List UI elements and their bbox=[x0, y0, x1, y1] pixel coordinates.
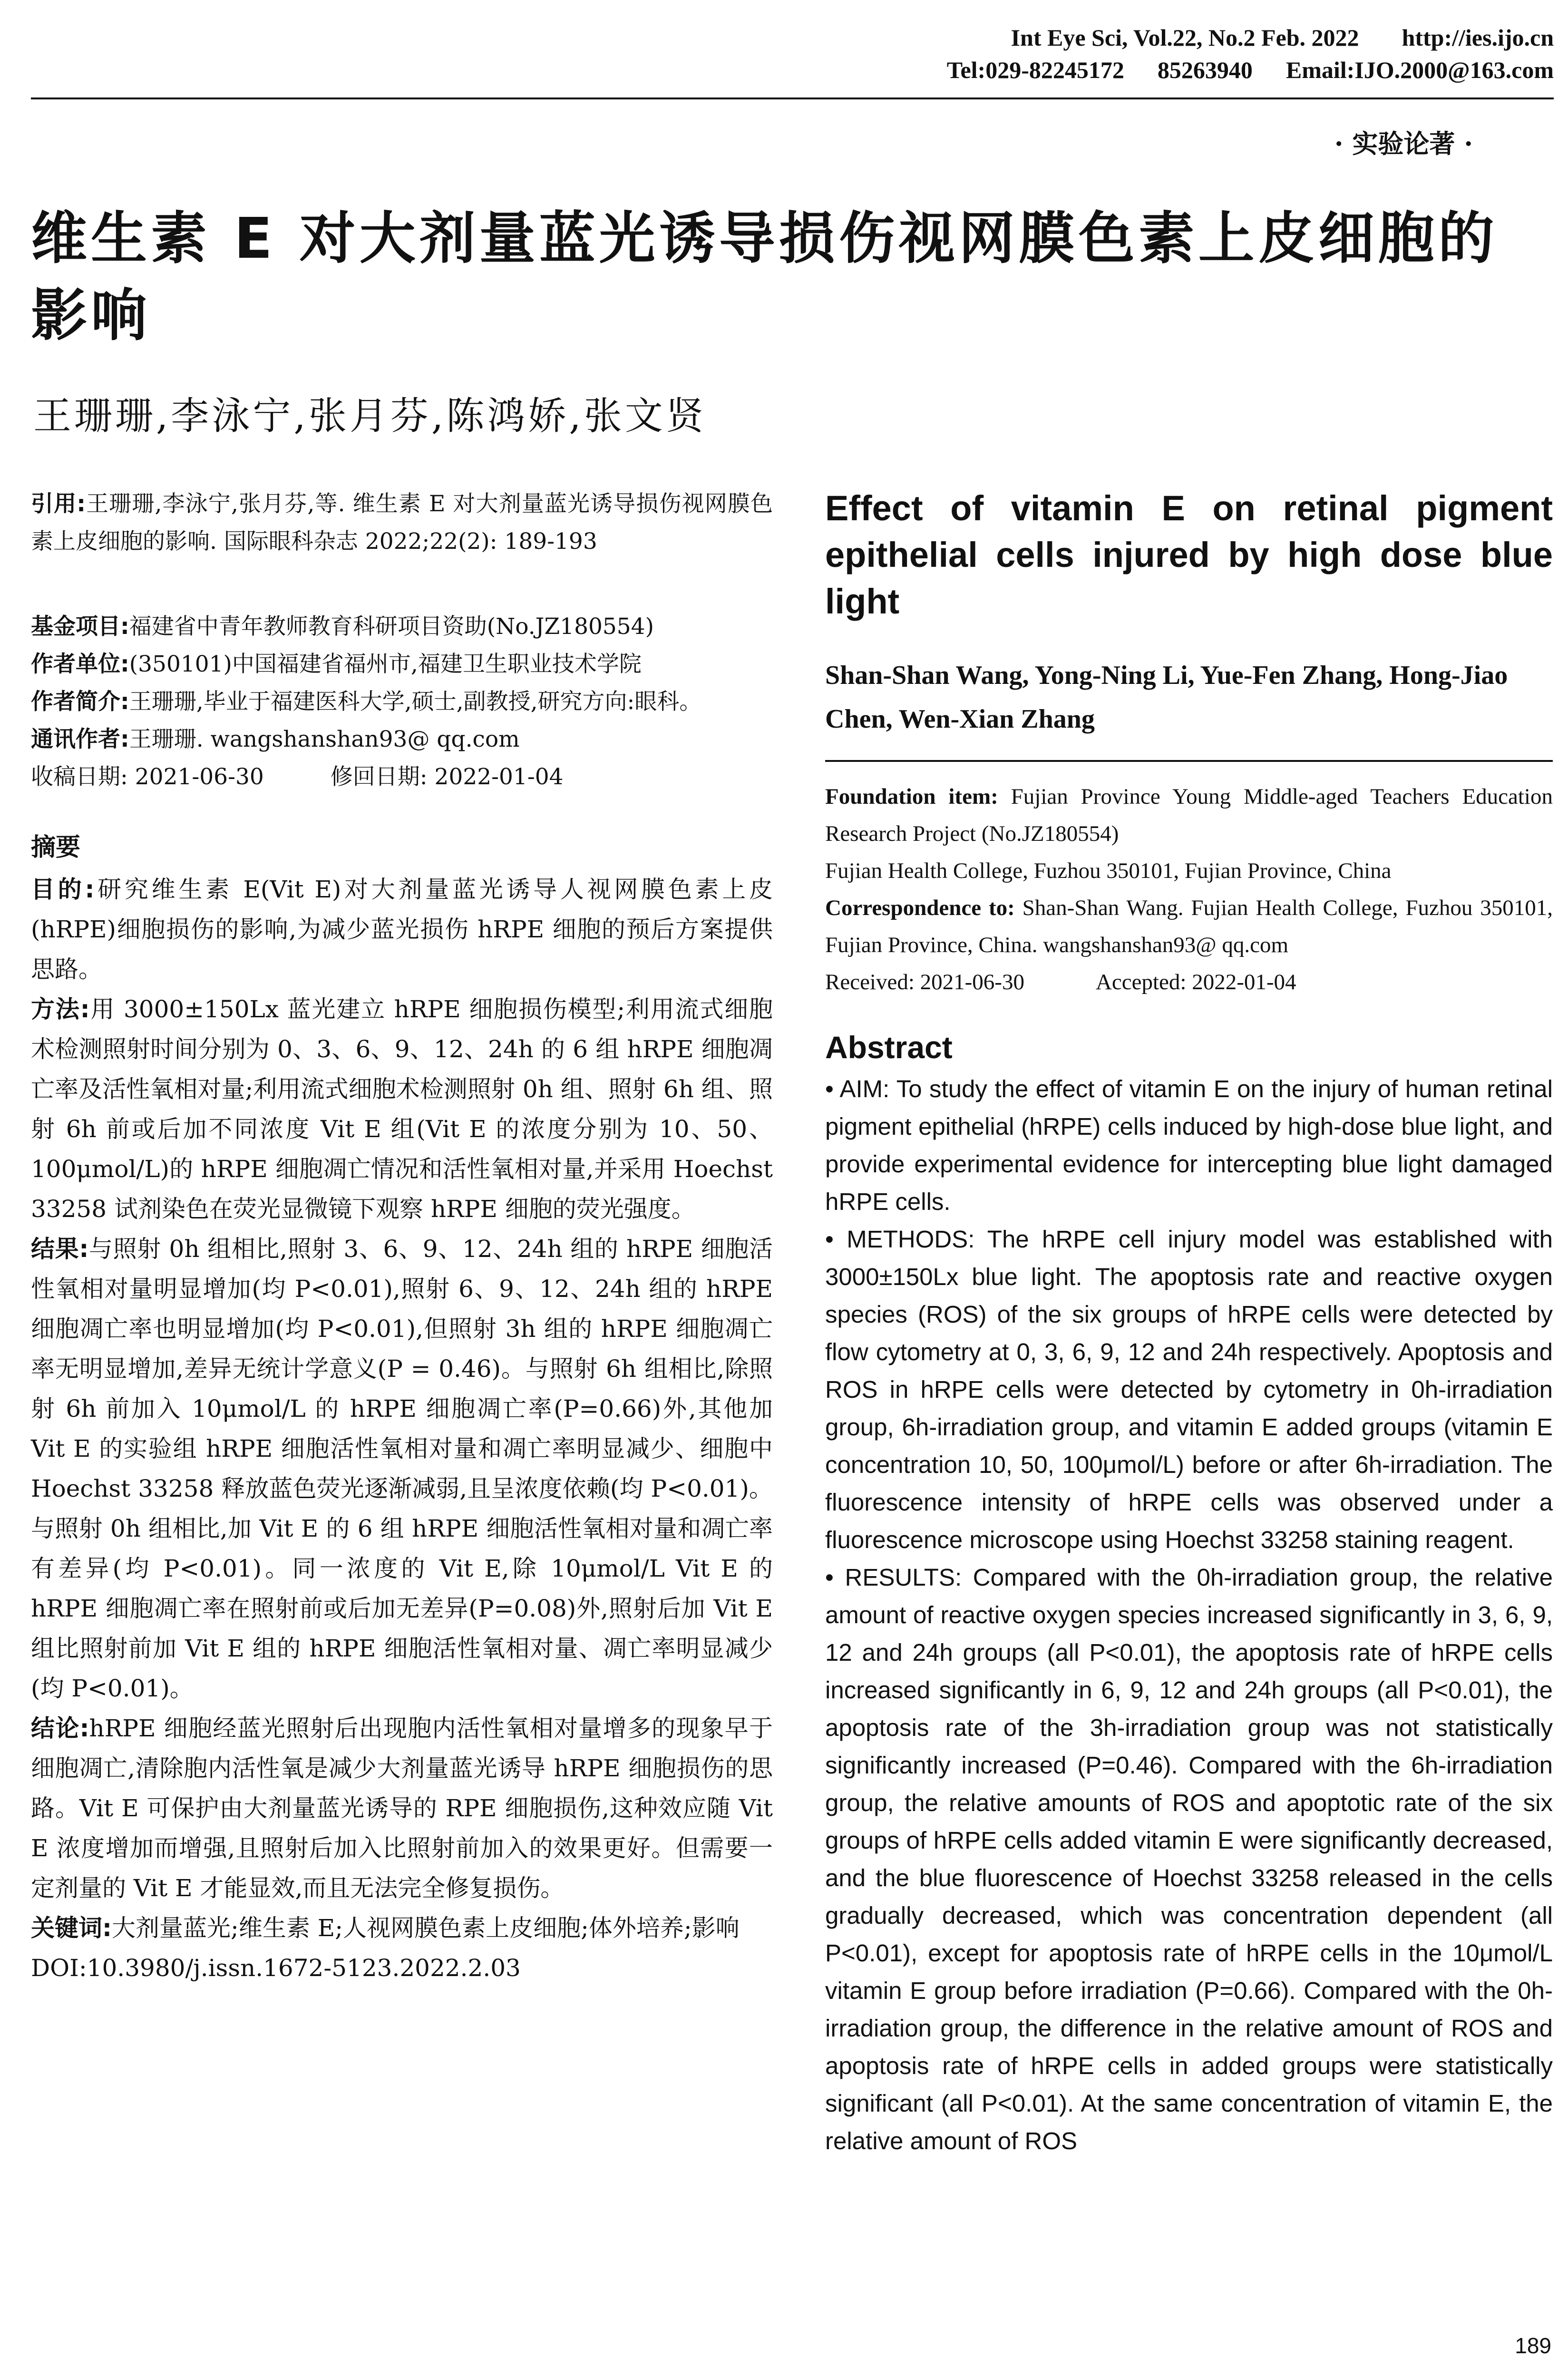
corresponding-author bbox=[31, 721, 773, 758]
journal-info: Int Eye Sci, Vol.22, No.2 Feb. 2022 bbox=[1011, 24, 1359, 51]
citation bbox=[31, 485, 773, 560]
author-unit bbox=[31, 645, 773, 683]
results-cn bbox=[31, 1229, 773, 1708]
abstract-title-en: Abstract bbox=[825, 1030, 953, 1065]
conclusion-label: 结论: bbox=[31, 1715, 89, 1742]
doi[interactable]: DOI:10.3980/j.issn.1672-5123.2022.2.03 bbox=[31, 1954, 521, 1982]
title-cn-line2: 影响 bbox=[31, 283, 151, 348]
received-date-cn: 收稿日期: 2021-06-30 bbox=[31, 764, 264, 790]
citation-label: 引用: bbox=[31, 491, 86, 517]
corr-text-en: Shan-Shan Wang. Fujian Health College, Fuzhou 350101, Fujian Province, China. wangshanshan93@ qq.com bbox=[825, 896, 1553, 957]
author-bio bbox=[31, 683, 773, 721]
journal-tel: Tel:029-82245172 bbox=[946, 57, 1124, 83]
received-date-en: Received: 2021-06-30 bbox=[825, 970, 1024, 994]
conclusion-text: hRPE 细胞经蓝光照射后出现胞内活性氧相对量增多的现象早于细胞凋亡,清除胞内活性氧是减少大剂量蓝光诱导 hRPE 细胞损伤的思路。Vit E 可保护由大剂量蓝光诱导的 RPE 细胞损伤,这种效应随 Vit E 浓度增加而增强,且照射后加入比照射前加入的效果更好。但需要一定剂量的 Vit E 才能显效,而且无法完全修复损伤。 bbox=[31, 1715, 773, 1902]
keywords-text: 大剂量蓝光;维生素 E;人视网膜色素上皮细胞;体外培养;影响 bbox=[112, 1914, 740, 1942]
section-label: · 实验论著 · bbox=[1334, 128, 1473, 159]
methods-text: 用 3000±150Lx 蓝光建立 hRPE 细胞损伤模型;利用流式细胞术检测照射时间分别为 0、3、6、9、12、24h 的 6 组 hRPE 细胞凋亡率及活性氧相对量;利用流式细胞术检测照射 0h 组、照射 6h 组、照射 6h 前或后加不同浓度 Vit E 组(Vit E 的浓度分别为 10、50、100μmol/L)的 hRPE 细胞凋亡情况和活性氧相对量,并采用 Hoechst 33258 试剂染色在荧光显微镜下观察 hRPE 细胞的荧光强度。 bbox=[31, 995, 773, 1223]
keywords-label: 关键词: bbox=[31, 1914, 112, 1942]
foundation-item-en bbox=[825, 778, 1553, 852]
corr-label-en: Correspondence to: bbox=[825, 896, 1015, 920]
fund-item bbox=[31, 608, 773, 645]
dates-cn bbox=[31, 758, 773, 796]
article-title-en: Effect of vitamin E on retinal pigment epithelial cells injured by high dose blue light bbox=[825, 488, 1553, 621]
aim-text: 研究维生素 E(Vit E)对大剂量蓝光诱导人视网膜色素上皮(hRPE)细胞损伤的影响,为减少蓝光损伤 hRPE 细胞的预后方案提供思路。 bbox=[31, 876, 773, 983]
keywords-cn bbox=[31, 1908, 773, 1948]
corr-text: 王珊珊. wangshanshan93@ qq.com bbox=[129, 726, 520, 752]
authors-cn: 王珊珊,李泳宁,张月芬,陈鸿娇,张文贤 bbox=[33, 394, 707, 438]
left-column bbox=[31, 485, 773, 1988]
journal-email: Email:IJO.2000@163.com bbox=[1286, 57, 1554, 83]
dates-en bbox=[825, 964, 1553, 1001]
methods-cn bbox=[31, 989, 773, 1229]
unit-text: (350101)中国福建省福州市,福建卫生职业技术学院 bbox=[129, 651, 642, 677]
affiliation-en: Fujian Health College, Fuzhou 350101, Fujian Province, China bbox=[825, 858, 1392, 883]
results-en: • RESULTS: Compared with the 0h-irradiation group, the relative amount of reactive oxygen species increased significantly in 3, 6, 9, 12 and 24h groups (all P<0.01), the apoptosis rate of hRPE cells increased significantly in 6, 9, 12 and 24h groups (all P<0.01), the apoptosis rate of the 3h-irradiation group was not statistically significantly increased (P=0.46). Compared with the 6h-irradiation group, the relative amounts of ROS and apoptotic rate of the six groups of hRPE cells added vitamin E were significantly decreased, and the blue fluorescence of Hoechst 33258 released in the cells gradually decreased, which was concentration dependent (all P<0.01), except for apoptosis rate of hRPE cells in the 10μmol/L vitamin E group before irradiation (P=0.66). Compared with the 0h-irradiation group, the difference in the relative amount of ROS and apoptosis rate of hRPE cells in added groups were statistically significant (all P<0.01). At the same concentration of vitamin E, the relative amount of ROS bbox=[825, 1564, 1553, 2154]
abstract-cn bbox=[31, 869, 773, 1988]
revised-date-cn: 修回日期: 2022-01-04 bbox=[330, 764, 564, 790]
right-column bbox=[825, 485, 1553, 2160]
page-number: 189 bbox=[1515, 2333, 1551, 2358]
correspondence-en bbox=[825, 889, 1553, 964]
fund-text: 福建省中青年教师教育科研项目资助(No.JZ180554) bbox=[129, 614, 654, 640]
results-text: 与照射 0h 组相比,照射 3、6、9、12、24h 组的 hRPE 细胞活性氧相对量明显增加(均 P<0.01),照射 6、9、12、24h 组的 hRPE 细胞凋亡率也明显增加(均 P<0.01),但照射 3h 组的 hRPE 细胞凋亡率无明显增加,差异无统计学意义(P = 0.46)。与照射 6h 组相比,除照射 6h 前加入 10μmol/L 的 hRPE 细胞凋亡率(P=0.66)外,其他加 Vit E 的实验组 hRPE 细胞活性氧相对量和凋亡率明显减少、细胞中 Hoechst 33258 释放蓝色荧光逐渐减弱,且呈浓度依赖(均 P<0.01)。与照射 0h 组相比,加 Vit E 的 6 组 hRPE 细胞活性氧相对量和凋亡率有差异(均 P<0.01)。同一浓度的 Vit E,除 10μmol/L Vit E 的 hRPE 细胞凋亡率在照射前或后加无差异(P=0.08)外,照射后加 Vit E 组比照射前加 Vit E 组的 hRPE 细胞活性氧相对量、凋亡率明显减少(均 P<0.01)。 bbox=[31, 1235, 773, 1702]
english-info-rule bbox=[825, 760, 1553, 762]
methods-en: • METHODS: The hRPE cell injury model was established with 3000±150Lx blue light. The apoptosis rate and reactive oxygen species (ROS) of the six groups of hRPE cells were detected by flow cytometry at 0, 3, 6, 9, 12 and 24h respectively. Apoptosis and ROS in hRPE cells were detected by cytometry in 0h-irradiation group, 6h-irradiation group, and vitamin E added groups (vitamin E concentration 10, 50, 100μmol/L) before or after 6h-irradiation. The fluorescence intensity of hRPE cells was observed under a fluorescence microscope using Hoechst 33258 staining reagent. bbox=[825, 1226, 1553, 1553]
fund-label: 基金项目: bbox=[31, 614, 129, 640]
conclusion-cn bbox=[31, 1708, 773, 1908]
aim-cn bbox=[31, 869, 773, 989]
running-header bbox=[840, 21, 1554, 86]
journal-url[interactable]: http://ies.ijo.cn bbox=[1402, 24, 1554, 51]
abstract-en bbox=[825, 1070, 1553, 2160]
results-label: 结果: bbox=[31, 1235, 89, 1263]
aim-en: • AIM: To study the effect of vitamin E on the injury of human retinal pigment epithelial (hRPE) cells induced by high-dose blue light, and provide experimental evidence for intercepting blue light damaged hRPE cells. bbox=[825, 1075, 1553, 1215]
fund-label-en: Foundation item: bbox=[825, 784, 998, 809]
abstract-title-cn: 摘要 bbox=[31, 833, 81, 862]
header-rule bbox=[31, 97, 1554, 99]
corr-label: 通讯作者: bbox=[31, 726, 129, 752]
methods-label: 方法: bbox=[31, 995, 90, 1023]
citation-text: 王珊珊,李泳宁,张月芬,等. 维生素 E 对大剂量蓝光诱导损伤视网膜色素上皮细胞的影响. 国际眼科杂志 2022;22(2): 189-193 bbox=[31, 491, 773, 555]
authors-en: Shan-Shan Wang, Yong-Ning Li, Yue-Fen Zhang, Hong-Jiao Chen, Wen-Xian Zhang bbox=[825, 661, 1508, 734]
unit-label: 作者单位: bbox=[31, 651, 129, 677]
bio-text: 王珊珊,毕业于福建医科大学,硕士,副教授,研究方向:眼科。 bbox=[129, 689, 702, 715]
bio-label: 作者简介: bbox=[31, 689, 129, 715]
accepted-date-en: Accepted: 2022-01-04 bbox=[1095, 970, 1296, 994]
fund-text-en: Fujian Province Young Middle-aged Teachers Education Research Project (No.JZ180554) bbox=[825, 784, 1553, 846]
title-cn-line1: 维生素 E 对大剂量蓝光诱导损伤视网膜色素上皮细胞的 bbox=[31, 205, 1498, 271]
journal-tel2: 85263940 bbox=[1157, 57, 1253, 83]
aim-label: 目的: bbox=[31, 876, 95, 903]
article-title-cn bbox=[31, 200, 1553, 354]
